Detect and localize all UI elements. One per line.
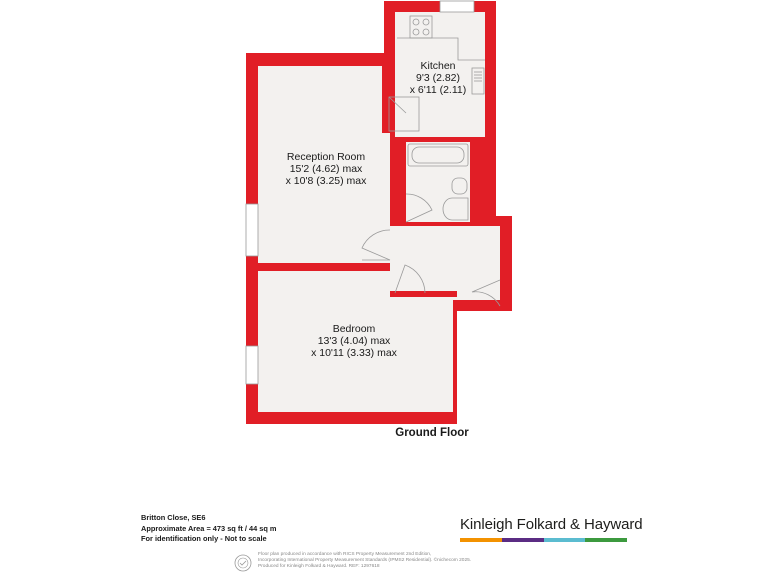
footnote-line-2: Incorporating International Property Measurement Standards (IPMS2 Residential). ©nichecom 2025.	[258, 558, 472, 564]
brand-bar-purple	[502, 538, 544, 542]
bath-bottom-wall	[399, 222, 496, 226]
brand-name: Kinleigh Folkard & Hayward	[460, 516, 643, 533]
bathroom-floor	[406, 142, 470, 222]
bedroom-name: Bedroom	[332, 323, 376, 335]
bedroom-dim-2: x 10'11 (3.33) max	[311, 347, 397, 359]
approximate-area: Approximate Area = 473 sq ft / 44 sq m	[141, 523, 277, 533]
bedroom-top-wall	[246, 263, 390, 271]
address: Britton Close, SE6	[141, 513, 206, 522]
hall-bedroom-wall	[390, 291, 457, 297]
kitchen-label	[398, 60, 478, 96]
brand-bar-blue	[544, 538, 586, 542]
bath-right-wall	[470, 137, 496, 226]
footnote	[258, 552, 471, 571]
reception-label	[266, 151, 386, 187]
reception-window	[246, 204, 258, 256]
brand-color-bar	[460, 538, 627, 542]
property-info	[141, 513, 276, 545]
brand-bar-orange	[460, 538, 502, 542]
kitchen-window	[440, 1, 474, 12]
kitchen-dim-2: x 6'11 (2.11)	[409, 84, 467, 96]
property-measurement-seal-icon	[234, 554, 252, 572]
hall-floor	[390, 226, 500, 300]
reception-name: Reception Room	[286, 151, 366, 163]
floor-title: Ground Floor	[395, 427, 469, 439]
kitchen-name: Kitchen	[420, 60, 456, 72]
reception-dim-2: x 10'8 (3.25) max	[285, 175, 367, 187]
reception-dim-1: 15'2 (4.62) max	[289, 163, 363, 175]
bath-left-wall	[399, 137, 406, 226]
bedroom-label	[292, 323, 416, 359]
bedroom-dim-1: 13'3 (4.04) max	[317, 335, 391, 347]
identification-note: For identification only - Not to scale	[141, 534, 267, 543]
kitchen-dim-1: 9'3 (2.82)	[415, 72, 461, 84]
footnote-line-3: Produced for Kinleigh Folkard & Hayward. REF: 1297618	[258, 564, 380, 570]
bedroom-window	[246, 346, 258, 384]
reception-kitchen-wall	[382, 53, 395, 133]
brand-bar-green	[585, 538, 627, 542]
footnote-line-1: Floor plan produced in accordance with RICS Property Measurement 2nd Edition,	[258, 552, 432, 557]
